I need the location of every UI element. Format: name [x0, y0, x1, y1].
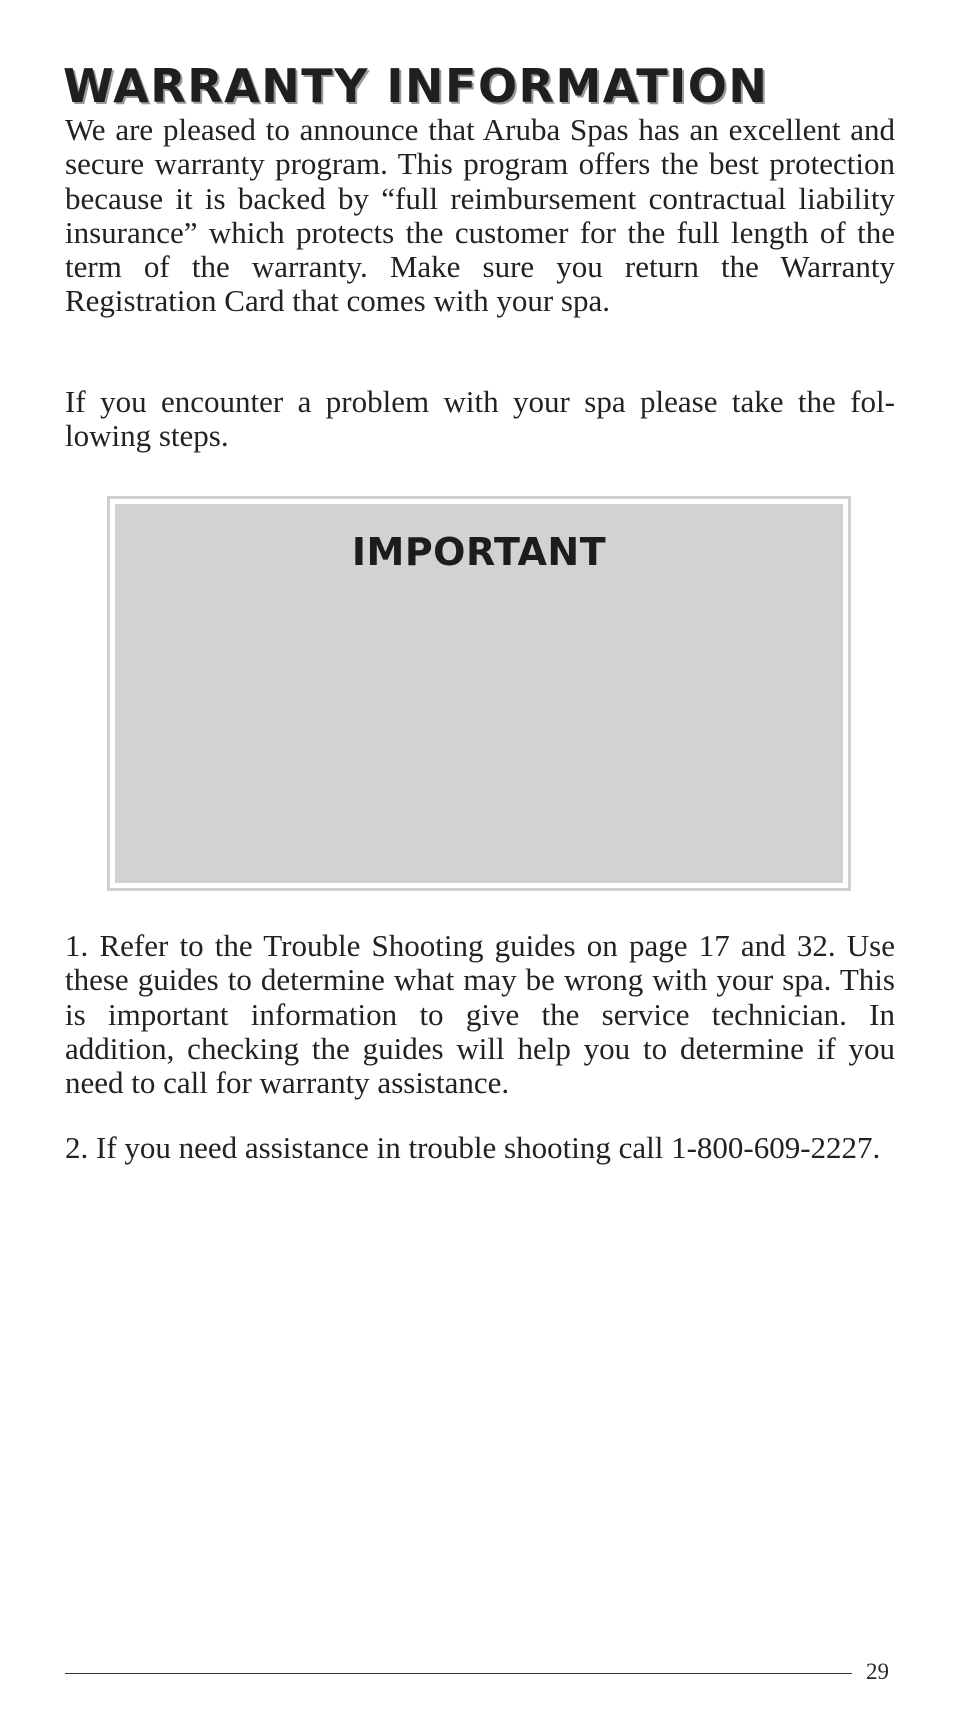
- page-title: WARRANTY INFORMATION: [63, 59, 769, 113]
- footer-rule: [65, 1673, 852, 1674]
- intro-paragraph: We are pleased to announce that Aruba Spas has an excellent and secure warranty program. This program offers the best protection because it is backed by “full reimbursement contractual liability insurance” which protects the customer for the full length of the term of the warranty. Make sure you return the Warranty Registration Card that comes with your spa.: [65, 112, 895, 319]
- important-box-panel: [115, 504, 843, 883]
- step-2-paragraph: 2. If you need assistance in trouble shooting call 1-800-609-2227.: [65, 1130, 881, 1165]
- important-box: [107, 496, 851, 891]
- step-1-paragraph: 1. Refer to the Trouble Shooting guides on page 17 and 32. Use these guides to determine what may be wrong with your spa. This is important information to give the service technician. In addition, checking the guides will help you to determine if you need to call for warranty assistance.: [65, 928, 895, 1101]
- page-number: 29: [866, 1659, 889, 1684]
- important-heading: IMPORTANT: [351, 530, 607, 574]
- problem-paragraph: If you encounter a problem with your spa please take the following steps.: [65, 384, 895, 454]
